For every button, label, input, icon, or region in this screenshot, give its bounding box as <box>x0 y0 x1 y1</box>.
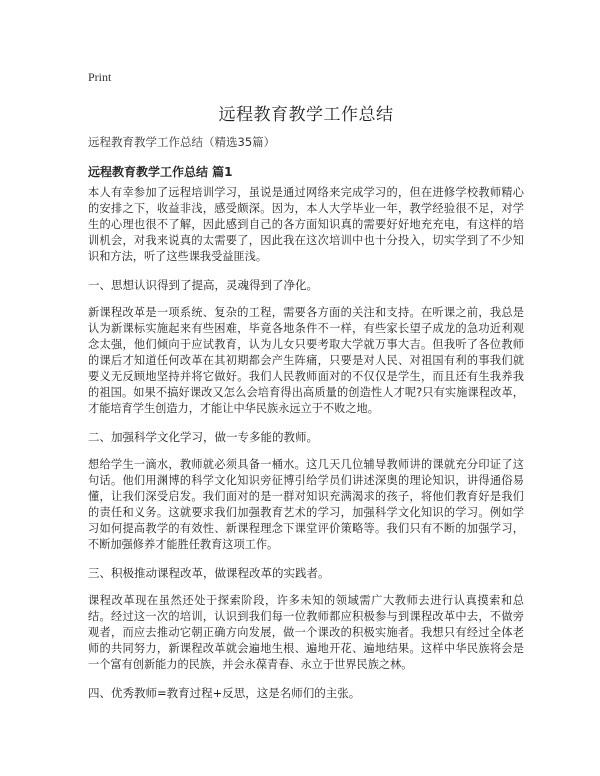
section-paragraph-1: 新课程改革是一项系统、复杂的工程，需要各方面的关注和支持。在听课之前，我总是认为新课标实施起来有些困难，毕竟各地条件不一样，有些家长望子成龙的急功近利观念太强，他们倾向于应试教育，认为儿女只要考取大学就万事大吉。但我听了各位教师的课后才知道任何改革在其初期都会产生阵痛，只要是对人民、对祖国有利的事我们就要义无反顾地坚持并将它做好。我们人民教师面对的不仅仅是学生，而且还有生我养我的祖国。如果不搞好课改又怎么会培育得出高质量的创造性人才呢?只有实施课程改革，才能培育学生创造力，才能让中华民族永远立于不败之地。 <box>88 306 524 415</box>
article-body <box>88 185 524 713</box>
intro-paragraph: 本人有幸参加了远程培训学习，虽说是通过网络来完成学习的，但在进修学校教师精心的安排之下，收益非浅，感受颇深。因为，本人大学毕业一年，教学经验很不足，对学生的心理也很不了解，因此感到自己的各方面知识真的需要好好地充充电，有这样的培训机会，对我来说真的太需要了，因此我在这次培训中也十分投入，切实学到了不少知识和方法，听了这些课我受益匪浅。 <box>88 186 524 263</box>
document-subtitle: 远程教育教学工作总结（精选35篇） <box>88 135 276 149</box>
section-heading-1: 一、思想认识得到了提高，灵魂得到了净化。 <box>88 278 318 292</box>
section-heading-2: 二、加强科学文化学习，做一专多能的教师。 <box>88 430 318 444</box>
page-title: 远程教育教学工作总结 <box>218 105 394 125</box>
article-heading: 远程教育教学工作总结 篇1 <box>88 165 233 179</box>
print-link[interactable]: Print <box>88 70 112 84</box>
section-paragraph-3: 课程改革现在虽然还处于探索阶段，许多未知的领域需广大教师去进行认真摸索和总结。经过这一次的培训，认识到我们每一位教师都应积极参与到课程改革中去，不做旁观者，而应去推动它朝正确方向发展，做一个课改的积极实施者。我想只有经过全体老师的共同努力，新课程改革就会遍地生根、遍地开花、遍地结果。这样中华民族将会是一个富有创新能力的民族，并会永葆青春、永立于世界民族之林。 <box>88 594 524 671</box>
section-heading-3: 三、积极推动课程改革，做课程改革的实践者。 <box>88 566 330 580</box>
section-paragraph-2: 想给学生一滴水，教师就必须具备一桶水。这几天几位辅导教师讲的课就充分印证了这句话。他们用渊博的科学文化知识旁征博引给学员们讲述深奥的理论知识，讲得通俗易懂，让我们深受启发。我们面对的是一群对知识充满渴求的孩子，将他们教育好是我们的责任和义务。这就要求我们加强教育艺术的学习，加强科学文化知识的学习。例如学习如何提高教学的有效性、新课程理念下课堂评价策略等。我们只有不断的加强学习，不断加强修养才能胜任教育这项工作。 <box>88 458 524 551</box>
section-heading-4: 四、优秀教师=教育过程+反思，这是名师们的主张。 <box>88 686 361 700</box>
